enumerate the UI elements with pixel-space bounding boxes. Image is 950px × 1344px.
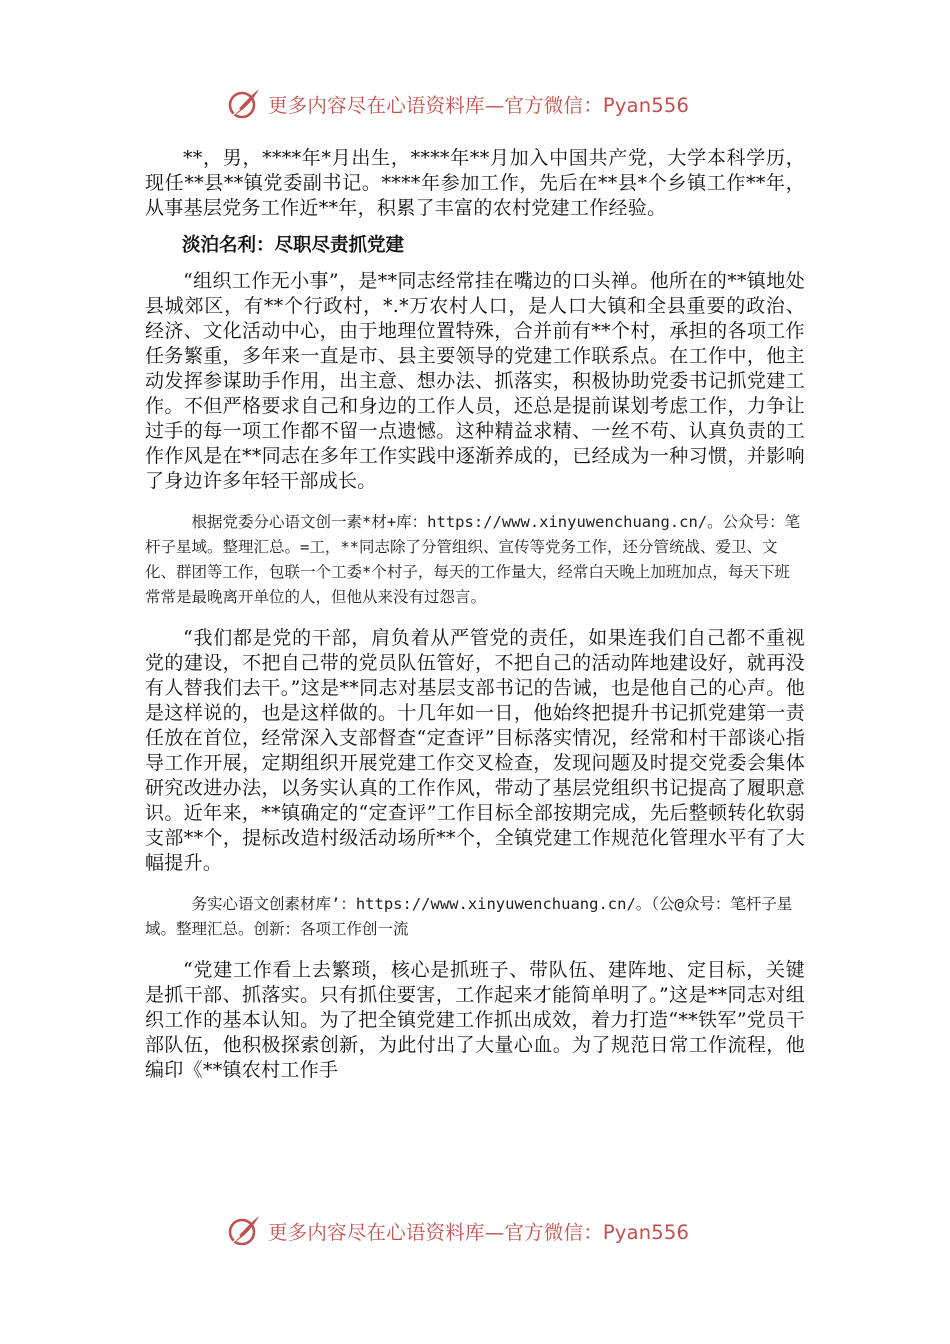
banner-text: 更多内容尽在心语资料库—官方微信：Pyan556 <box>268 1221 690 1244</box>
source-note-1: 根据党委分心语文创一素*材+库：https://www.xinyuwenchuang.cn/。公众号：笔杆子星域。整理汇总。=工，**同志除了分管组织、宣传等党务工作，还分管统战、爱卫、文化、群团等工作，包联一个工委*个村子，每天的工作量大，经常白天晚上加班加点，每天下班常常是最晚离开单位的人，但他从来没有过怨言。 <box>145 513 801 606</box>
section-heading: 淡泊名利：尽职尽责抓党建 <box>182 235 405 256</box>
paragraph-organization-work: “组织工作无小事”，是**同志经常挂在嘴边的口头禅。他所在的**镇地处县城郊区，有**个行政村，*.*万农村人口，是人口大镇和全县重要的政治、经济、文化活动中心，由于地理位置特殊，合并前有**个村，承担的各项工作任务繁重，多年来一直是市、县主要领导的党建工作联系点。在工作中，他主动发挥参谋助手作用，出主意、想办法、抓落实，积极协助党委书记抓党建工作。不但严格要求自己和身边的工作人员，还总是提前谋划考虑工作，力争让过手的每一项工作都不留一点遗憾。这种精益求精、一丝不苟、认真负责的工作作风是在**同志在多年工作实践中逐渐养成的，已经成为一种习惯，并影响了身边许多年轻干部成长。 <box>145 270 805 492</box>
footer-watermark-banner <box>226 1211 689 1251</box>
paragraph-intro: **，男，****年*月出生，****年**月加入中国共产党，大学本科学历，现任**县**镇党委副书记。****年参加工作，先后在**县*个乡镇工作**年，从事基层党务工作近**年，积累了丰富的农村党建工作经验。 <box>145 147 805 219</box>
banner-text: 更多内容尽在心语资料库—官方微信：Pyan556 <box>268 94 690 117</box>
header-watermark-banner <box>226 84 689 124</box>
paragraph-party-cadres: “我们都是党的干部，肩负着从严管党的责任，如果连我们自己都不重视党的建设，不把自己带的党员队伍管好，不把自己的活动阵地建设好，就再没有人替我们去干。”这是**同志对基层支部书记的告诫，也是他自己的心声。他是这样说的，也是这样做的。十几年如一日，他始终把提升书记抓党建第一责任放在首位，经常深入支部督查“定查评”目标落实情况，经常和村干部谈心指导工作开展，定期组织开展党建工作交叉检查，发现问题及时提交党委会集体研究改进办法，以务实认真的工作作风，带动了基层党组织书记提高了履职意识。近年来，**镇确定的“定查评”工作目标全部按期完成，先后整顿转化软弱支部**个，提标改造村级活动场所**个，全镇党建工作规范化管理水平有了大幅提升。 <box>145 627 805 874</box>
paragraph-party-building: “党建工作看上去繁琐，核心是抓班子、带队伍、建阵地、定目标，关键是抓干部、抓落实。只有抓住要害，工作起来才能简单明了。”这是**同志对组织工作的基本认知。为了把全镇党建工作抓出成效，着力打造“**铁军”党员干部队伍，他积极探索创新，为此付出了大量心血。为了规范日常工作流程，他编印《**镇农村工作手 <box>145 959 805 1081</box>
quill-logo-icon <box>226 86 262 122</box>
document-body <box>145 146 805 1083</box>
source-note-2: 务实心语文创素材库’：https://www.xinyuwenchuang.cn/。（公@众号：笔杆子星域。整理汇总。创新：各项工作创一流 <box>145 895 793 938</box>
quill-logo-icon <box>226 1213 262 1249</box>
